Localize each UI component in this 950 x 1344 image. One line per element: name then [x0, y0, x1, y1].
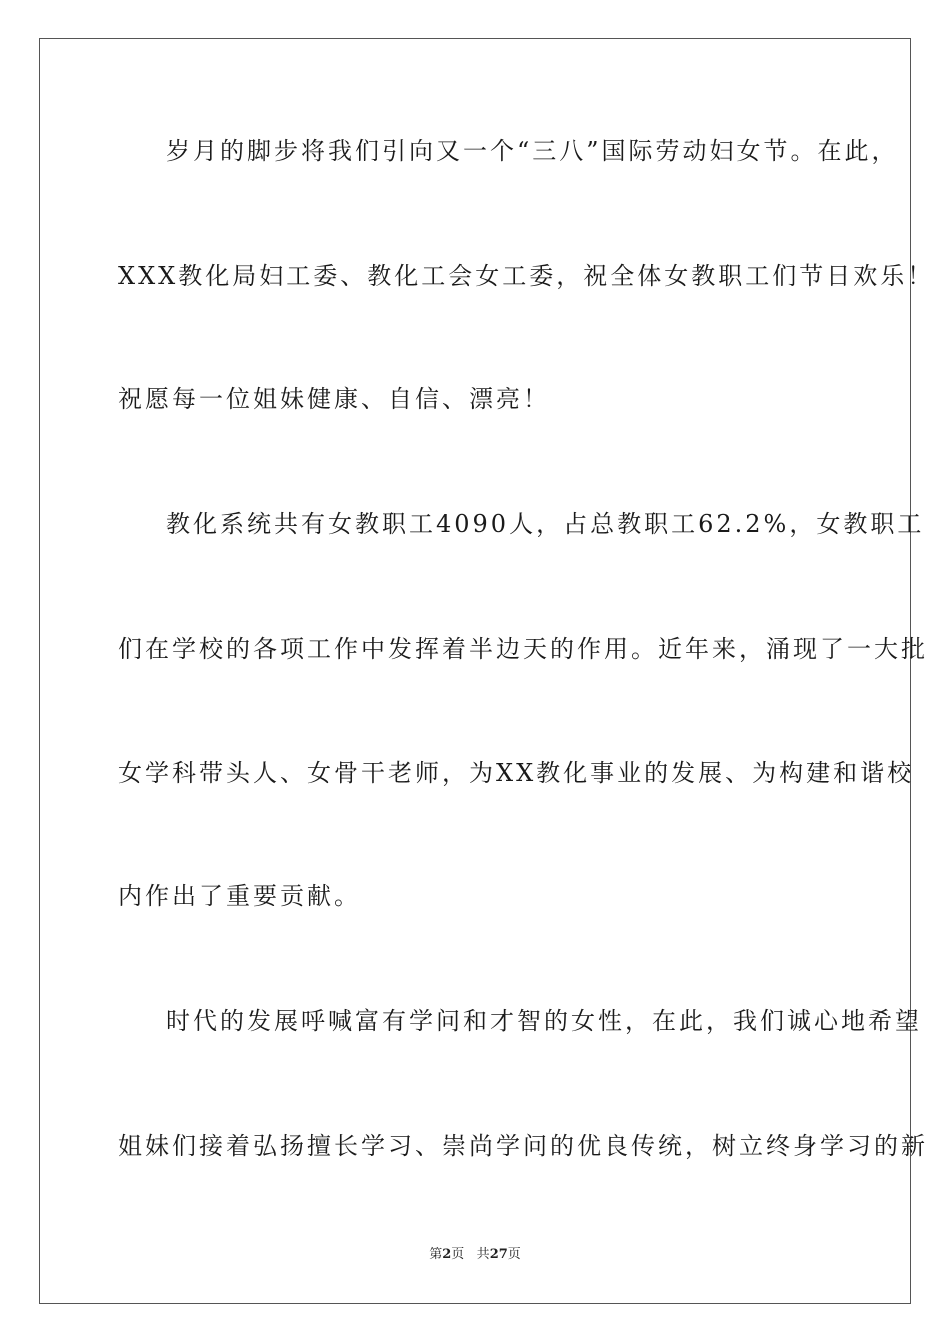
footer-page-unit: 页 — [451, 1247, 465, 1262]
paragraph-line-6: 女学科带头人、女骨干老师，为XX教化事业的发展、为构建和谐校 — [118, 759, 915, 787]
footer-page-current: 2 — [442, 1247, 452, 1262]
footer-page-total: 27 — [489, 1247, 508, 1262]
paragraph-line-4: 教化系统共有女教职工4090人，占总教职工62.2%，女教职工 — [166, 510, 925, 538]
footer-page-prefix: 第 — [429, 1247, 443, 1262]
paragraph-line-3: 祝愿每一位姐妹健康、自信、漂亮！ — [118, 385, 550, 413]
paragraph-line-1: 岁月的脚步将我们引向又一个“三八”国际劳动妇女节。在此， — [166, 137, 899, 165]
paragraph-line-9: 姐妹们接着弘扬擅长学习、崇尚学问的优良传统，树立终身学习的新 — [118, 1132, 928, 1160]
page-frame — [39, 38, 935, 1304]
footer-total-prefix: 共 — [476, 1247, 490, 1262]
page-footer — [0, 1246, 950, 1264]
paragraph-line-8: 时代的发展呼喊富有学问和才智的女性，在此，我们诚心地希望 — [166, 1007, 922, 1035]
paragraph-line-2: XXX教化局妇工委、教化工会女工委，祝全体女教职工们节日欢乐！ — [118, 262, 935, 290]
paragraph-line-5: 们在学校的各项工作中发挥着半边天的作用。近年来，涌现了一大批 — [118, 635, 928, 663]
paragraph-line-7: 内作出了重要贡献。 — [118, 882, 361, 910]
footer-total-unit: 页 — [507, 1247, 521, 1262]
